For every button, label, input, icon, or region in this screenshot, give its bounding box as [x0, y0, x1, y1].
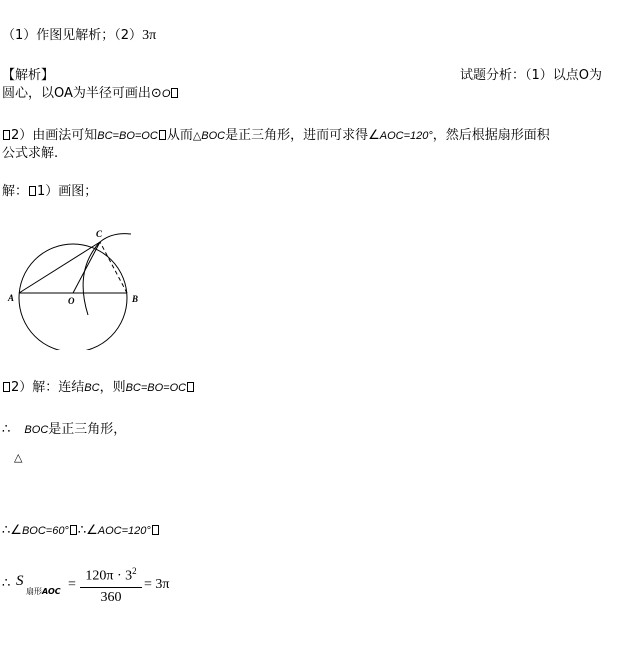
solution-p2-bc: BC — [84, 382, 100, 394]
answer-part1: （1）作图见解析； — [2, 28, 115, 43]
solution-p2-text-b: ，则 — [99, 380, 126, 395]
label-o: O — [68, 296, 75, 306]
fraction-denominator: 360 — [100, 589, 122, 605]
part2-text-b: 从而 — [166, 128, 193, 143]
geometry-figure — [0, 220, 150, 350]
part2-triangle: △BOC — [192, 130, 226, 142]
segment-oc — [73, 242, 100, 293]
solution-p4-text-a: ∴∠ — [2, 523, 22, 538]
missing-glyph-box — [29, 186, 36, 196]
intro-o: O — [161, 88, 171, 100]
fraction-numerator — [80, 566, 142, 585]
missing-glyph-box — [70, 525, 77, 535]
formula-subscript — [26, 586, 61, 597]
numerator-text: 120π · 3 — [85, 568, 133, 584]
label-b: B — [132, 294, 139, 304]
solution-p1: 1）画图； — [37, 184, 98, 199]
intro-oa: OA — [54, 86, 73, 101]
solution-part4 — [2, 523, 160, 538]
answer-value: 3π — [142, 28, 157, 43]
construction-arc — [83, 234, 131, 315]
missing-glyph-box — [187, 382, 194, 392]
part2-text-c: 是正三角形，进而可求得∠ — [225, 128, 380, 143]
analysis-part2-line1 — [2, 124, 550, 143]
missing-glyph-box — [152, 525, 159, 535]
segment-bc-dashed — [100, 242, 127, 293]
missing-glyph-box — [3, 130, 10, 140]
missing-glyph-box — [159, 130, 166, 140]
answer-line — [2, 24, 156, 44]
analysis-intro-right: 试题分析：（1）以点O为 — [460, 68, 603, 83]
subscript-sector: 扇形 — [26, 587, 42, 596]
fraction-bar — [80, 587, 142, 588]
triangle-symbol: △ — [14, 451, 23, 464]
solution-p3-text: 是正三角形， — [48, 422, 127, 437]
solution-p4-boc: BOC=60° — [21, 525, 69, 537]
solution-head: 解： — [2, 184, 29, 199]
formula-therefore: ∴ — [2, 576, 11, 591]
solution-part3 — [2, 418, 126, 437]
therefore-symbol: ∴ — [2, 422, 11, 437]
subscript-aoc: AOC — [42, 587, 61, 596]
analysis-part2-line2: 公式求解. — [2, 146, 59, 161]
solution-p4-aoc: AOC=120° — [97, 525, 151, 537]
formula-equals: = — [68, 577, 76, 592]
part2-angle: AOC=120° — [379, 130, 433, 142]
solution-part1 — [2, 180, 97, 199]
segment-ac — [19, 242, 100, 293]
numerator-exponent: 2 — [132, 566, 137, 576]
formula-s: S — [16, 573, 24, 589]
label-c: C — [96, 229, 103, 239]
analysis-heading: 【解析】 — [2, 68, 55, 83]
missing-glyph-box — [171, 88, 178, 98]
solution-p2-text-a: 2）解：连结 — [11, 380, 85, 395]
solution-p2-equation: BC=BO=OC — [125, 382, 187, 394]
solution-p3-boc: BOC — [24, 424, 49, 436]
answer-part2: （2） — [114, 28, 143, 43]
formula-result: = 3π — [144, 577, 170, 592]
intro-text-a: 圆心，以 — [2, 86, 55, 101]
analysis-intro-line2 — [2, 82, 179, 101]
missing-glyph-box — [3, 382, 10, 392]
intro-text-b: 为半径可画出⊙ — [72, 86, 162, 101]
label-a: A — [8, 293, 15, 303]
solution-part2 — [2, 376, 195, 395]
part2-text-a: 2）由画法可知 — [11, 128, 98, 143]
formula-fraction — [80, 566, 142, 606]
solution-p4-text-b: ∴∠ — [77, 523, 98, 538]
part2-text-d: ，然后根据扇形面积 — [432, 128, 550, 143]
part2-equation: BC=BO=OC — [97, 130, 158, 142]
